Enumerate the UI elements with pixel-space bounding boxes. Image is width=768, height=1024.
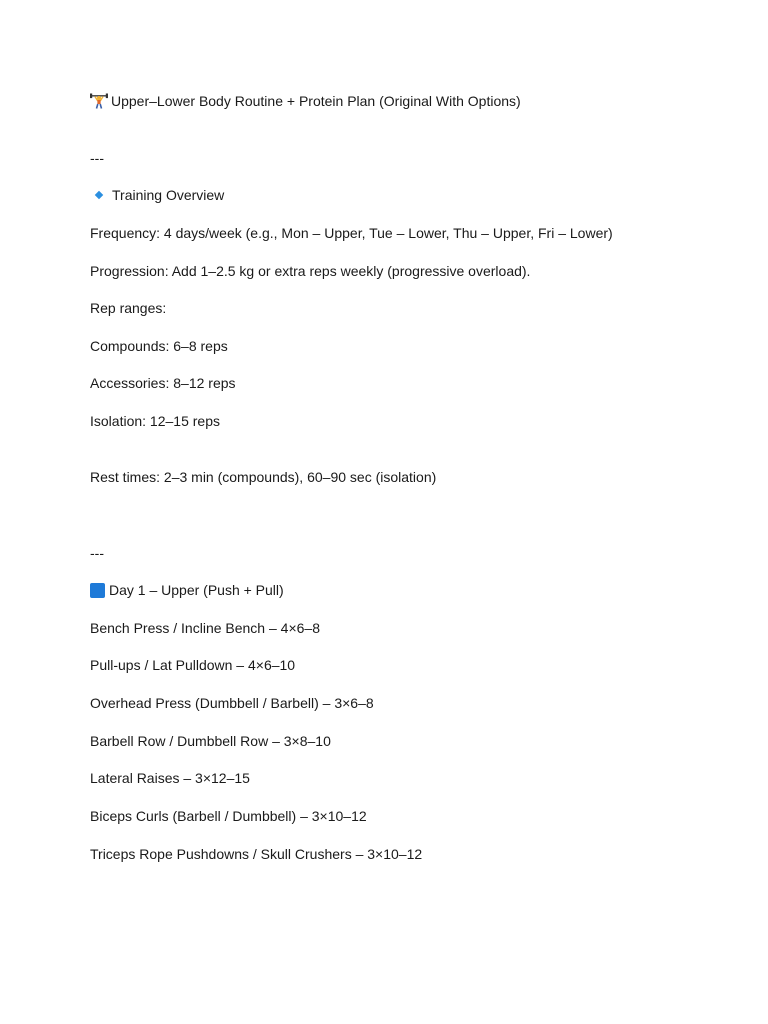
overview-compounds: Compounds: 6–8 reps (90, 338, 228, 354)
blue-square-icon (90, 583, 105, 598)
overview-frequency: Frequency: 4 days/week (e.g., Mon – Upper, Tue – Lower, Thu – Upper, Fri – Lower) (90, 225, 613, 241)
exercise-item: Biceps Curls (Barbell / Dumbbell) – 3×10–12 (90, 808, 367, 824)
overview-isolation: Isolation: 12–15 reps (90, 413, 220, 429)
overview-progression: Progression: Add 1–2.5 kg or extra reps weekly (progressive overload). (90, 263, 531, 279)
exercise-item: Bench Press / Incline Bench – 4×6–8 (90, 620, 320, 636)
divider-1: --- (90, 150, 104, 166)
overview-rest-times: Rest times: 2–3 min (compounds), 60–90 sec (isolation) (90, 469, 437, 485)
overview-accessories: Accessories: 8–12 reps (90, 375, 236, 391)
document-title-text: Upper–Lower Body Routine + Protein Plan (Original With Options) (111, 93, 521, 109)
document-title (90, 92, 521, 110)
day1-heading (90, 581, 284, 599)
weight-lifter-icon (90, 93, 108, 109)
day1-heading-text: Day 1 – Upper (Push + Pull) (109, 582, 284, 598)
overview-heading (90, 186, 224, 204)
overview-heading-text: Training Overview (112, 187, 225, 203)
exercise-item: Triceps Rope Pushdowns / Skull Crushers – 3×10–12 (90, 846, 423, 862)
exercise-item: Lateral Raises – 3×12–15 (90, 770, 250, 786)
divider-2: --- (90, 545, 104, 561)
small-blue-diamond-icon (95, 191, 103, 199)
exercise-item: Barbell Row / Dumbbell Row – 3×8–10 (90, 733, 331, 749)
exercise-item: Overhead Press (Dumbbell / Barbell) – 3×6–8 (90, 695, 374, 711)
overview-rep-ranges-label: Rep ranges: (90, 300, 167, 316)
exercise-item: Pull-ups / Lat Pulldown – 4×6–10 (90, 657, 296, 673)
